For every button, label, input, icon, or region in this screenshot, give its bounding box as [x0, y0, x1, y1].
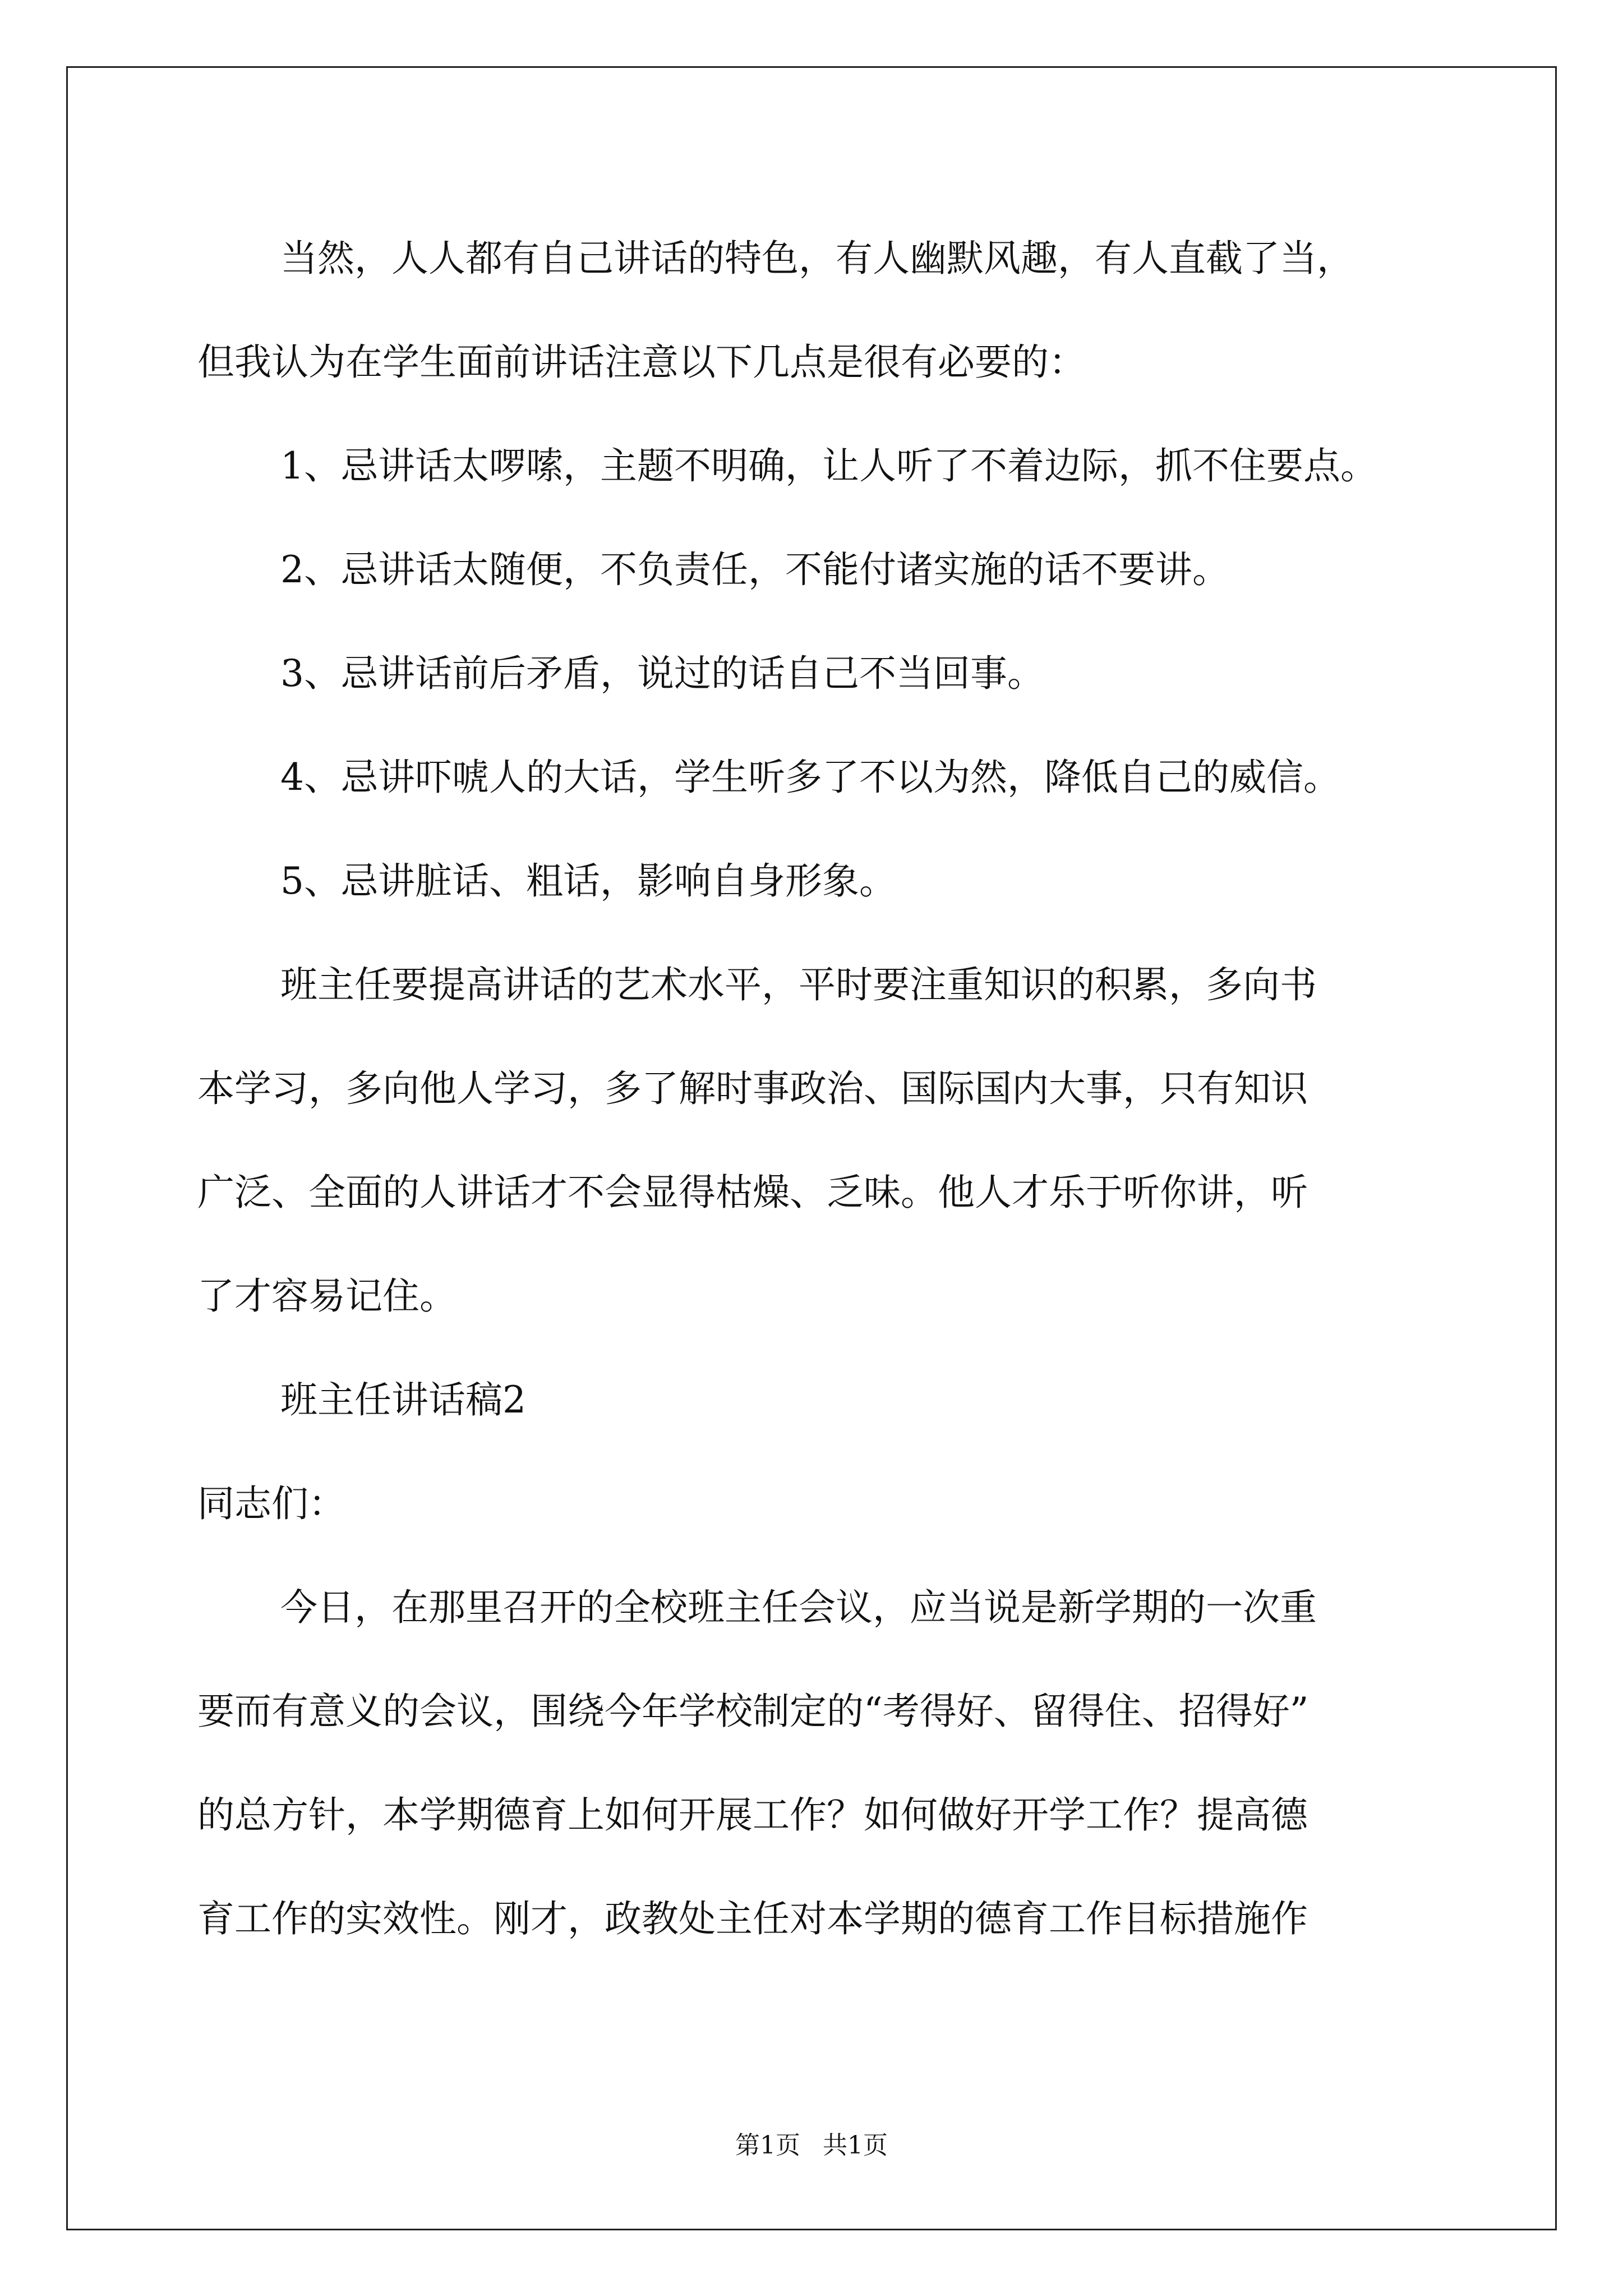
paragraph-line: 了才容易记住。 [197, 1274, 457, 1318]
document-body [197, 206, 1431, 1971]
paragraph-line: 当然，人人都有自己讲话的特色，有人幽默风趣，有人直截了当， [280, 237, 1354, 280]
paragraph-line: 今日，在那里召开的全校班主任会议，应当说是新学期的一次重 [280, 1586, 1317, 1629]
page-number-total: 共1页 [823, 2131, 888, 2160]
paragraph-line: 要而有意义的会议，围绕今年学校制定的“考得好、留得住、招得好” [197, 1690, 1309, 1733]
page-number-current: 第1页 [735, 2131, 800, 2160]
list-item: 2、忌讲话太随便，不负责任，不能付诸实施的话不要讲。 [280, 548, 1229, 591]
paragraph-line: 本学习，多向他人学习，多了解时事政治、国际国内大事，只有知识 [197, 1067, 1308, 1110]
list-item: 5、忌讲脏话、粗话，影响自身形象。 [280, 859, 896, 903]
list-item: 1、忌讲话太啰嗦，主题不明确，让人听了不着边际，抓不住要点。 [280, 444, 1377, 487]
salutation: 同志们： [197, 1482, 345, 1525]
list-item: 3、忌讲话前后矛盾，说过的话自己不当回事。 [280, 652, 1044, 695]
page-footer [0, 2129, 1623, 2162]
paragraph-line: 班主任要提高讲话的艺术水平，平时要注重知识的积累，多向书 [280, 963, 1317, 1006]
paragraph-line: 的总方针，本学期德育上如何开展工作？如何做好开学工作？提高德 [197, 1793, 1308, 1837]
paragraph-line: 但我认为在学生面前讲话注意以下几点是很有必要的： [197, 341, 1086, 384]
paragraph-line: 育工作的实效性。刚才，政教处主任对本学期的德育工作目标措施作 [197, 1897, 1308, 1940]
paragraph-line: 广泛、全面的人讲话才不会显得枯燥、乏味。他人才乐于听你讲，听 [197, 1171, 1308, 1214]
list-item: 4、忌讲吓唬人的大话，学生听多了不以为然，降低自己的威信。 [280, 756, 1340, 799]
section-heading: 班主任讲话稿2 [280, 1378, 526, 1421]
